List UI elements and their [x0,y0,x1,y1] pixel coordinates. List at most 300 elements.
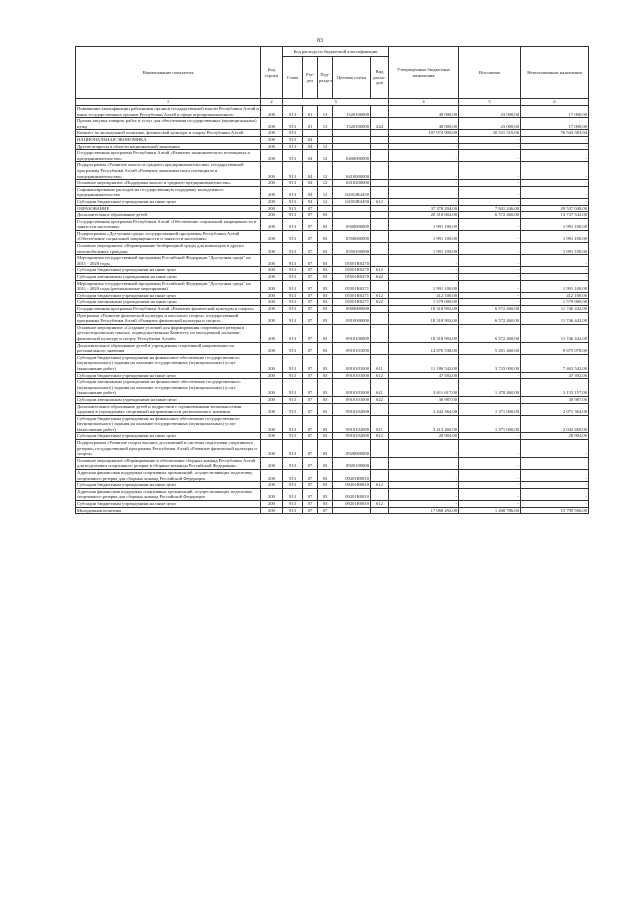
row-vid: 612 [371,198,389,205]
row-code: 200 [261,212,283,219]
row-vid: 612 [371,482,389,489]
row-podrazdel: 03 [318,501,333,508]
row-target: 0910100000 [333,324,371,342]
row-code: 200 [261,267,283,274]
row-approved: 1 991 100,00 [389,230,459,242]
row-target: 0910101000 [333,342,371,354]
row-name: Субсидии бюджетным учреждениям на иные цели [76,433,261,440]
header-executed: Исполнено [459,47,521,99]
row-target: 05501R0270 [333,267,371,274]
row-executed: - [459,440,521,458]
row-razdel: 07 [303,267,318,274]
table-row [76,440,589,458]
row-target: 1520100000 [333,106,371,118]
table-row [76,501,589,508]
row-executed: - [459,433,521,440]
row-vid [371,243,389,255]
row-podrazdel: 03 [318,255,333,267]
row-podrazdel: 03 [318,274,333,281]
row-vid [371,130,389,137]
row-vid [371,280,389,292]
row-executed: 23 000,00 [459,106,521,118]
row-approved: - [389,267,459,274]
table-row [76,372,589,379]
table-row [76,433,589,440]
row-target: 05501R0270 [333,255,371,267]
row-razdel: 04 [303,136,318,143]
row-unexecuted: 47 392,00 [521,372,589,379]
row-podrazdel: 03 [318,396,333,403]
row-target: 05501R0270 [333,274,371,281]
row-code: 200 [261,243,283,255]
row-target: 0920100000 [333,457,371,469]
row-approved: - [389,255,459,267]
row-vid [371,150,389,162]
row-target: 1520100000 [333,118,371,130]
row-code: 200 [261,488,283,500]
table-row [76,396,589,403]
row-approved: - [389,198,459,205]
row-approved: 40 000,00 [389,106,459,118]
row-name: Субсидии автономным учреждениям на иные цели [76,274,261,281]
row-razdel: 07 [303,457,318,469]
row-glava: 913 [283,130,303,137]
table-row [76,403,589,415]
header-classification: Код расхода по бюджетной классификации [283,47,389,57]
row-target: 04102R4450 [333,198,371,205]
row-vid [371,218,389,230]
table-row [76,324,589,342]
row-unexecuted: 1 991 100,00 [521,230,589,242]
row-name: Субсидии бюджетным учреждениям на иные цели [76,292,261,299]
row-code: 200 [261,312,283,324]
table-row [76,470,589,482]
row-unexecuted: 15 799 506,00 [521,507,589,514]
row-code: 200 [261,136,283,143]
row-podrazdel: 03 [318,379,333,397]
row-razdel: 01 [303,118,318,130]
row-code: 200 [261,372,283,379]
row-name: Субсидии автономным учреждениям на финансовое обеспечение государственного (муниципального) задания на оказание государственных (муниципальных) услуг (выполнение работ) [76,379,261,397]
row-podrazdel: 03 [318,482,333,489]
row-executed: 3 723 000,00 [459,354,521,372]
row-unexecuted: 1 991 100,00 [521,243,589,255]
row-podrazdel [318,136,333,143]
row-approved: - [389,501,459,508]
header-code-line: Код строки [261,47,283,99]
table-row [76,255,589,267]
row-code: 200 [261,342,283,354]
row-razdel: 07 [303,403,318,415]
row-razdel: 07 [303,488,318,500]
table-row [76,274,589,281]
row-glava: 913 [283,372,303,379]
row-unexecuted: - [521,143,589,150]
row-code: 200 [261,379,283,397]
row-approved: 412 100,00 [389,292,459,299]
row-podrazdel: 03 [318,280,333,292]
row-glava: 913 [283,312,303,324]
row-podrazdel: 12 [318,198,333,205]
row-executed: 7 841 246,00 [459,205,521,212]
row-unexecuted: - [521,198,589,205]
row-podrazdel [318,205,333,212]
row-approved: 3 413 460,00 [389,415,459,433]
row-glava: 913 [283,136,303,143]
row-executed: 1 478 460,00 [459,379,521,397]
row-name: Основное мероприятие «Поддержка малого и среднего предпринимательства» [76,180,261,187]
row-unexecuted: 2 042 460,00 [521,415,589,433]
row-glava: 913 [283,180,303,187]
table-row [76,205,589,212]
row-razdel: 07 [303,501,318,508]
col-number: 6 [521,99,589,106]
row-glava: 913 [283,403,303,415]
row-name: Мероприятия государственной программы Российской Федерации "Доступная среда" на 2011 - 2020 годы [76,255,261,267]
row-approved: 1 991 100,00 [389,280,459,292]
row-podrazdel: 12 [318,180,333,187]
row-approved: 18 318 902,00 [389,306,459,313]
row-approved: - [389,180,459,187]
row-podrazdel: 12 [318,162,333,180]
row-glava: 913 [283,354,303,372]
row-glava: 913 [283,205,303,212]
row-approved: 1 579 000,00 [389,299,459,306]
row-glava: 913 [283,106,303,118]
row-code: 200 [261,186,283,198]
row-approved: - [389,136,459,143]
row-podrazdel: 03 [318,324,333,342]
row-executed: 6 572 460,00 [459,212,521,219]
table-row [76,162,589,180]
header-approved: Утвержденные бюджетные назначения [389,47,459,99]
row-unexecuted: 13 737 542,00 [521,212,589,219]
row-vid: 611 [371,354,389,372]
header-glava: Глава [283,57,303,99]
row-approved: 30 987,00 [389,396,459,403]
table-row [76,342,589,354]
row-code: 200 [261,118,283,130]
table-row [76,180,589,187]
row-razdel: 07 [303,205,318,212]
row-unexecuted: 412 100,00 [521,292,589,299]
row-target: 0500000000 [333,218,371,230]
row-target: 0910101000 [333,396,371,403]
row-code: 200 [261,396,283,403]
row-name: Субсидии бюджетным учреждениям на иные цели [76,501,261,508]
row-unexecuted: 76 543 383,94 [521,130,589,137]
row-name: ОБРАЗОВАНИЕ [76,205,261,212]
row-glava: 913 [283,501,303,508]
row-podrazdel: 03 [318,312,333,324]
row-executed: - [459,186,521,198]
row-podrazdel: 03 [318,457,333,469]
row-vid [371,342,389,354]
row-glava: 913 [283,433,303,440]
row-razdel: 07 [303,280,318,292]
row-name: НАЦИОНАЛЬНАЯ ЭКОНОМИКА [76,136,261,143]
row-approved: - [389,162,459,180]
row-name: Государственная программа Республики Алтай «Развитие физической культуры и спорта» [76,306,261,313]
row-glava: 913 [283,507,303,514]
row-target [333,130,371,137]
row-razdel: 07 [303,379,318,397]
row-razdel: 01 [303,106,318,118]
header-target: Целевая статья [333,57,371,99]
row-glava: 913 [283,299,303,306]
row-razdel: 07 [303,470,318,482]
table-row [76,212,589,219]
row-glava: 913 [283,198,303,205]
table-row [76,354,589,372]
table-row [76,299,589,306]
row-vid: 612 [371,267,389,274]
row-unexecuted: - [521,267,589,274]
row-name: Комитет по молодежной политике, физической культуре и спорту Республики Алтай [76,130,261,137]
row-unexecuted: - [521,150,589,162]
row-vid [371,403,389,415]
row-executed: - [459,470,521,482]
row-vid [371,186,389,198]
row-razdel: 07 [303,415,318,433]
table-row [76,292,589,299]
row-name: Прочая закупка товаров, работ и услуг для обеспечения государственных (муниципальных) нужд [76,118,261,130]
row-podrazdel: 03 [318,342,333,354]
row-executed: - [459,255,521,267]
table-row [76,230,589,242]
row-code: 200 [261,324,283,342]
row-vid [371,143,389,150]
row-vid [371,106,389,118]
table-row [76,118,589,130]
row-unexecuted: 9 675 078,00 [521,342,589,354]
row-unexecuted: 1 991 100,00 [521,218,589,230]
row-unexecuted: - [521,274,589,281]
row-podrazdel: 12 [318,143,333,150]
row-unexecuted: - [521,457,589,469]
row-name: Молодежная политика [76,507,261,514]
row-target: 0910101000 [333,354,371,372]
row-code: 200 [261,457,283,469]
row-podrazdel: 03 [318,415,333,433]
row-vid: 622 [371,396,389,403]
row-approved: - [389,482,459,489]
row-executed: 6 572 460,00 [459,312,521,324]
row-target: 0910000000 [333,312,371,324]
row-approved: - [389,274,459,281]
row-name: Дополнительное образование детей [76,212,261,219]
row-target: 0910101000 [333,379,371,397]
row-unexecuted: 17 000,00 [521,118,589,130]
row-unexecuted: - [521,255,589,267]
row-approved: 11 186 542,00 [389,354,459,372]
row-target: 0410000000 [333,162,371,180]
row-vid [371,180,389,187]
row-name: Субсидии бюджетным учреждениям на иные цели [76,482,261,489]
row-target: 04102R4450 [333,186,371,198]
row-glava: 913 [283,470,303,482]
row-code: 200 [261,292,283,299]
row-approved: 28 904,00 [389,433,459,440]
row-executed: - [459,143,521,150]
row-code: 200 [261,470,283,482]
row-vid [371,205,389,212]
row-glava: 913 [283,118,303,130]
row-unexecuted: - [521,162,589,180]
row-vid [371,255,389,267]
row-executed: - [459,488,521,500]
row-vid: 621 [371,379,389,397]
row-executed: - [459,162,521,180]
row-glava: 913 [283,267,303,274]
header-vid: Вид расхо-дов [371,57,389,99]
row-code: 200 [261,274,283,281]
row-razdel: 04 [303,180,318,187]
row-target: 0910102000 [333,415,371,433]
row-code: 200 [261,501,283,508]
row-approved: 3 611 617,00 [389,379,459,397]
table-row [76,482,589,489]
row-vid: 622 [371,299,389,306]
row-unexecuted: 30 987,00 [521,396,589,403]
row-code: 200 [261,106,283,118]
row-podrazdel: 03 [318,403,333,415]
row-name: Дополнительное образование детей и подростков с ограниченными возможностями здоровья в учреждениях спортивной направленности регионального значения [76,403,261,415]
row-razdel: 07 [303,342,318,354]
row-podrazdel: 12 [318,150,333,162]
row-razdel: 07 [303,230,318,242]
table-row [76,186,589,198]
row-razdel: 07 [303,255,318,267]
row-approved: 107 074 900,00 [389,130,459,137]
row-code: 200 [261,433,283,440]
row-glava: 913 [283,457,303,469]
row-podrazdel: 13 [318,106,333,118]
table-row [76,106,589,118]
row-unexecuted: 2 071 364,00 [521,403,589,415]
row-executed: 6 572 460,00 [459,324,521,342]
row-name: Субсидии бюджетным учреждениям на иные цели [76,198,261,205]
table-row [76,415,589,433]
header-unexecuted: Неисполненные назначения [521,47,589,99]
row-glava: 913 [283,243,303,255]
col-number: 1 [76,99,261,106]
row-target: 05501R0271 [333,292,371,299]
row-glava: 913 [283,162,303,180]
row-vid [371,136,389,143]
row-approved: - [389,186,459,198]
row-executed: - [459,501,521,508]
row-glava: 913 [283,274,303,281]
row-approved: 47 392,00 [389,372,459,379]
row-executed: - [459,299,521,306]
table-row [76,267,589,274]
row-unexecuted: - [521,488,589,500]
row-target [333,136,371,143]
row-razdel: 07 [303,507,318,514]
row-podrazdel: 03 [318,306,333,313]
row-approved: 1 991 100,00 [389,218,459,230]
row-target: 05501R0271 [333,280,371,292]
table-row [76,130,589,137]
row-vid: 612 [371,501,389,508]
row-target: 09201R0810 [333,482,371,489]
row-code: 200 [261,299,283,306]
row-razdel: 07 [303,218,318,230]
row-code: 200 [261,150,283,162]
row-executed: - [459,280,521,292]
row-executed: - [459,396,521,403]
row-target [333,205,371,212]
row-unexecuted: - [521,180,589,187]
row-razdel: 07 [303,212,318,219]
row-glava: 913 [283,292,303,299]
row-razdel: 07 [303,299,318,306]
row-approved: 20 310 002,00 [389,212,459,219]
row-code: 200 [261,440,283,458]
row-approved: 18 318 902,00 [389,324,459,342]
row-approved: - [389,440,459,458]
row-executed: 1 268 786,00 [459,507,521,514]
row-code: 200 [261,230,283,242]
row-unexecuted: 7 463 542,00 [521,354,589,372]
row-target: 0900000000 [333,306,371,313]
row-unexecuted: - [521,440,589,458]
table-row [76,243,589,255]
row-executed: - [459,372,521,379]
row-glava: 913 [283,396,303,403]
row-target: 09201R0810 [333,470,371,482]
row-name: Основное мероприятие «Создание условий для формирования спортивного резерва в детско-юношеских школах, подведомственных Комитету по молодежной политике, физической культуре и спорту Республики Алтай» [76,324,261,342]
row-podrazdel [318,130,333,137]
row-executed: - [459,292,521,299]
row-razdel: 07 [303,243,318,255]
budget-execution-table [75,46,589,514]
row-razdel: 04 [303,162,318,180]
row-unexecuted: - [521,482,589,489]
row-glava: 913 [283,255,303,267]
row-approved: 3 442 364,00 [389,403,459,415]
row-vid [371,324,389,342]
row-code: 200 [261,482,283,489]
row-razdel: 07 [303,372,318,379]
row-code: 200 [261,354,283,372]
row-glava: 913 [283,324,303,342]
row-target: 0910102000 [333,403,371,415]
row-name: Программа «Развитие физической культуры и массового спорта» государственной программы Республики Алтай «Развитие физической культуры и спорта» [76,312,261,324]
table-row [76,218,589,230]
row-razdel: 07 [303,312,318,324]
row-target: 0410200000 [333,180,371,187]
row-razdel: 04 [303,198,318,205]
row-unexecuted: - [521,470,589,482]
row-glava: 913 [283,150,303,162]
row-target [333,212,371,219]
row-vid [371,440,389,458]
row-approved: 37 378 294,00 [389,205,459,212]
row-razdel: 04 [303,150,318,162]
row-approved: 40 000,00 [389,118,459,130]
row-podrazdel: 03 [318,470,333,482]
row-target: 0550000000 [333,230,371,242]
row-code: 200 [261,306,283,313]
row-code: 200 [261,205,283,212]
row-vid [371,470,389,482]
row-glava: 913 [283,230,303,242]
row-name: Субсидии бюджетным учреждениям на иные цели [76,267,261,274]
table-row [76,488,589,500]
row-name: Субсидии бюджетным учреждениям на иные цели [76,372,261,379]
